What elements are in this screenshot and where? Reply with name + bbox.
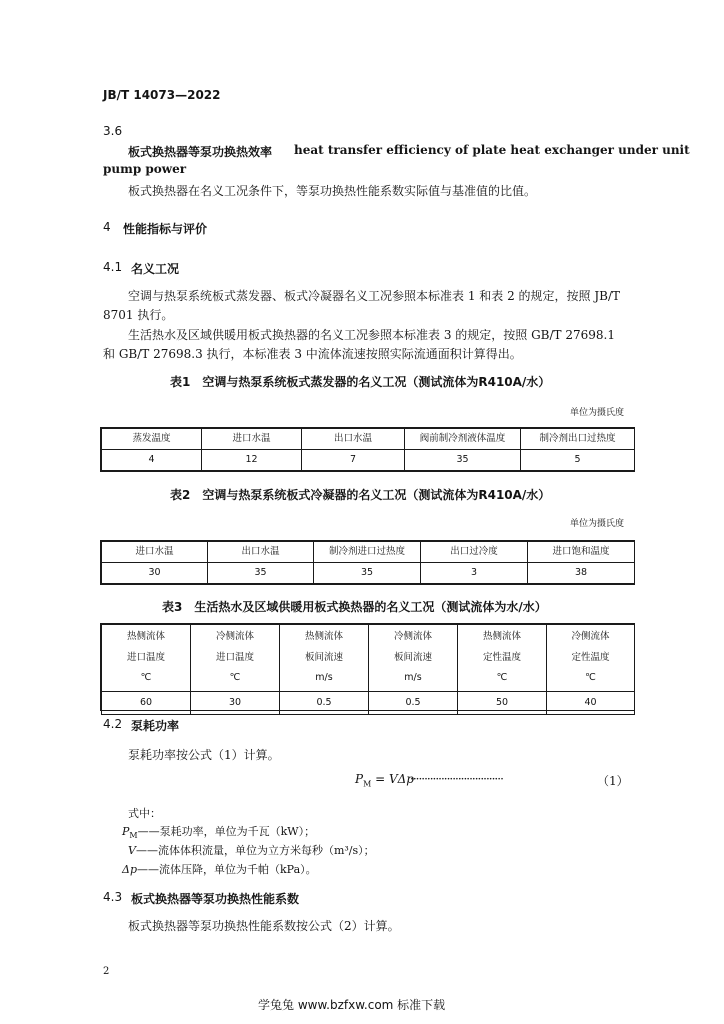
para-4-1-1-line2: 8701 执行。	[103, 308, 174, 322]
footer-watermark: 学兔兔 www.bzfxw.com 标准下载	[258, 998, 446, 1012]
table-header-cell: 制冷剂出口过热度	[521, 429, 635, 450]
header-unit: ℃	[229, 672, 241, 683]
section-4-title: 性能指标与评价	[123, 222, 208, 236]
table-header-cell: 阀前制冷剂液体温度	[405, 429, 521, 450]
table-cell: 30	[191, 691, 280, 714]
header-unit: m/s	[315, 672, 333, 683]
variable-symbol: V	[128, 844, 136, 857]
header-line: 板间流速	[393, 651, 432, 663]
table-header-cell: 蒸发温度	[102, 429, 202, 450]
section-4-2-number: 4.2	[103, 717, 123, 731]
section-4-1-title: 名义工况	[131, 262, 180, 276]
formula-equals: =	[371, 772, 389, 786]
page-number: 2	[103, 966, 110, 977]
variable-definition	[128, 842, 375, 858]
header-line: 热侧流体	[482, 631, 521, 642]
para-4-3-intro: 板式换热器等泵功换热性能系数按公式（2）计算。	[128, 919, 400, 933]
table-cell: 7	[302, 450, 405, 471]
formula-1	[355, 772, 414, 788]
table2-caption: 表2 空调与热泵系统板式冷凝器的名义工况（测试流体为R410A/水）	[170, 488, 551, 502]
variable-description: 流体压降，单位为千帕（kPa）。	[159, 863, 317, 876]
table-header-cell: 进口饱和温度	[528, 542, 635, 563]
table-header-cell: 出口过冷度	[421, 542, 528, 563]
header-line: 热侧流体	[126, 631, 165, 642]
header-line: 进口温度	[126, 651, 165, 663]
table-cell: 35	[208, 563, 314, 584]
header-unit: ℃	[496, 672, 508, 683]
section-4-3-number: 4.3	[103, 890, 123, 904]
table-cell: 50	[458, 691, 547, 714]
header-line: 定性温度	[482, 651, 521, 663]
variable-definition	[122, 861, 317, 877]
variable-subscript: M	[129, 831, 138, 841]
header-unit: m/s	[404, 672, 422, 683]
table3-caption: 表3 生活热水及区域供暖用板式换热器的名义工况（测试流体为水/水）	[162, 600, 547, 614]
para-4-1-2-line1: 生活热水及区域供暖用板式换热器的名义工况参照本标准表 3 的规定，按照 GB/T 27698.1	[128, 328, 615, 342]
table1	[101, 428, 635, 471]
table3	[101, 624, 635, 715]
table-cell: 38	[528, 563, 635, 584]
variable-symbol: P	[122, 825, 130, 838]
section-4-3-title: 板式换热器等泵功换热性能系数	[131, 892, 300, 906]
header-unit: ℃	[585, 672, 596, 683]
table-header-cell	[369, 625, 458, 692]
table-cell: 0.5	[280, 691, 369, 714]
para-4-2-intro: 泵耗功率按公式（1）计算。	[128, 748, 280, 762]
table1-caption: 表1 空调与热泵系统板式蒸发器的名义工况（测试流体为R410A/水）	[170, 375, 551, 389]
table-cell: 40	[547, 691, 635, 714]
variable-description: 泵耗功率，单位为千瓦（kW）；	[159, 825, 316, 838]
section-4-1-number: 4.1	[103, 260, 123, 274]
variable-description: 流体体积流量，单位为立方米每秒（m³/s）；	[157, 844, 375, 857]
term-title-en-line1: heat transfer efficiency of plate heat exchanger under unit	[294, 143, 690, 157]
table-row	[102, 450, 635, 471]
standard-code: JB/T 14073—2022	[103, 88, 221, 102]
formula-lhs: P	[355, 772, 364, 786]
variable-dash: ——	[137, 863, 159, 876]
where-label: 式中：	[128, 807, 161, 820]
table-cell: 12	[202, 450, 302, 471]
section-3-6-number: 3.6	[103, 124, 123, 138]
table-cell: 0.5	[369, 691, 458, 714]
term-title-en-line2: pump power	[103, 162, 187, 176]
table2-unit: 单位为摄氏度	[570, 519, 625, 529]
formula-leader-dots: ·································	[410, 772, 503, 786]
formula-number: （1）	[597, 774, 629, 788]
table-row	[102, 542, 635, 563]
table-header-cell: 制冷剂进口过热度	[314, 542, 421, 563]
table-row	[102, 691, 635, 714]
table-cell: 35	[405, 450, 521, 471]
table-cell: 35	[314, 563, 421, 584]
header-line: 进口温度	[215, 651, 254, 663]
table-row	[102, 563, 635, 584]
table-header-row	[102, 625, 635, 692]
table-header-cell	[547, 625, 635, 692]
table-cell: 30	[102, 563, 208, 584]
table-header-cell	[191, 625, 280, 692]
header-line: 定性温度	[571, 651, 610, 663]
formula-rhs: VΔp	[388, 772, 414, 786]
table-header-cell	[458, 625, 547, 692]
table-header-cell: 出口水温	[208, 542, 314, 563]
variable-symbol: Δp	[122, 863, 137, 876]
section-4-2-title: 泵耗功率	[131, 719, 180, 733]
formula-lhs-subscript: M	[363, 779, 372, 789]
table-header-cell: 出口水温	[302, 429, 405, 450]
table-header-cell	[102, 625, 191, 692]
table-cell: 3	[421, 563, 528, 584]
table1-unit: 单位为摄氏度	[570, 408, 625, 418]
header-line: 冷侧流体	[393, 631, 432, 642]
table-header-cell: 进口水温	[102, 542, 208, 563]
table-cell: 5	[521, 450, 635, 471]
variable-dash: ——	[137, 825, 160, 838]
table-cell: 60	[102, 691, 191, 714]
table-header-cell: 进口水温	[202, 429, 302, 450]
term-title-zh: 板式换热器等泵功换热效率	[128, 145, 273, 159]
para-4-1-2-line2: 和 GB/T 27698.3 执行，本标准表 3 中流体流速按照实际流通面积计算得出。	[103, 347, 522, 361]
header-line: 板间流速	[304, 651, 343, 663]
variable-definition	[122, 823, 315, 840]
header-line: 冷侧流体	[215, 631, 254, 642]
table-cell: 4	[102, 450, 202, 471]
para-4-1-1-line1: 空调与热泵系统板式蒸发器、板式冷凝器名义工况参照本标准表 1 和表 2 的规定，按照 JB/T	[128, 289, 621, 303]
header-line: 热侧流体	[304, 631, 343, 642]
header-unit: ℃	[140, 672, 152, 683]
table-header-cell	[280, 625, 369, 692]
section-4-number: 4	[103, 220, 111, 234]
table2	[101, 541, 635, 584]
header-line: 冷侧流体	[571, 631, 610, 642]
table-row	[102, 429, 635, 450]
term-definition: 板式换热器在名义工况条件下，等泵功换热性能系数实际值与基准值的比值。	[128, 184, 537, 198]
variable-dash: ——	[135, 844, 158, 857]
